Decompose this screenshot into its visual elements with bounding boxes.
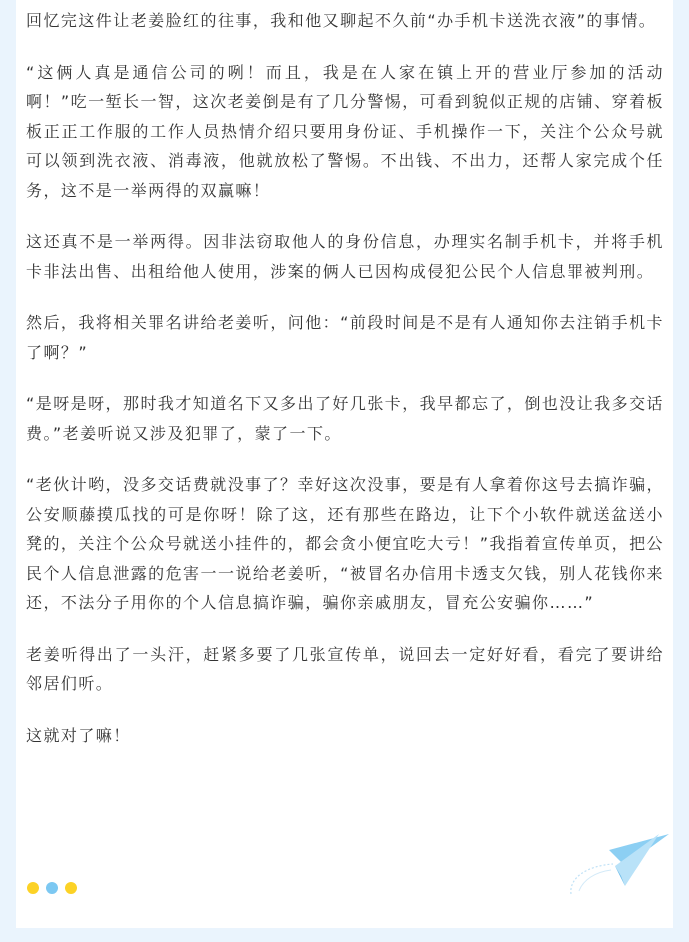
paragraph-2: “这俩人真是通信公司的咧！而且，我是在人家在镇上开的营业厅参加的活动啊！”吃一堑长一智，这次老姜倒是有了几分警惕，可看到貌似正规的店铺、穿着板板正正工作服的工作人员热情介绍只要用身份证、手机操作一下，关注个公众号就可以领到洗衣液、消毒液，他就放松了警惕。不出钱、不出力，还帮人家完成个任务，这不是一举两得的双赢嘛！: [26, 62, 664, 200]
paragraph-1: 回忆完这件让老姜脸红的往事，我和他又聊起不久前“办手机卡送洗衣液”的事情。: [26, 11, 657, 30]
dot-1: [27, 882, 39, 894]
dot-3: [65, 882, 77, 894]
article-card: [16, 0, 673, 928]
article-body: [26, 6, 664, 772]
dot-2: [46, 882, 58, 894]
paragraph-7: 老姜听得出了一头汗，赶紧多要了几张宣传单，说回去一定好好看，看完了要讲给邻居们听。: [26, 644, 664, 693]
paragraph-8: 这就对了嘛！: [26, 725, 131, 745]
decorative-dots: [27, 882, 77, 894]
paragraph-4: 然后，我将相关罪名讲给老姜听，问他：“前段时间是不是有人通知你去注销手机卡了啊？”: [26, 313, 664, 362]
paragraph-6: “老伙计哟，没多交话费就没事了？幸好这次没事，要是有人拿着你这号去搞诈骗，公安顺藤摸瓜找的可是你呀！除了这，还有那些在路边，让下个小软件就送盆送小凳的，关注个公众号就送小挂件的，都会贪小便宜吃大亏！”我指着宣传单页，把公民个人信息泄露的危害一一说给老姜听，“被冒名办信用卡透支欠钱，别人花钱你来还，不法分子用你的个人信息搞诈骗，骗你亲戚朋友，冒充公安骗你……”: [26, 475, 664, 612]
paragraph-3: 这还真不是一举两得。因非法窃取他人的身份信息，办理实名制手机卡，并将手机卡非法出售、出租给他人使用，涉案的俩人已因构成侵犯公民个人信息罪被判刑。: [26, 232, 664, 281]
paper-plane-icon: [561, 828, 671, 898]
paragraph-5: “是呀是呀，那时我才知道名下又多出了好几张卡，我早都忘了，倒也没让我多交话费。”老姜听说又涉及犯罪了，蒙了一下。: [26, 394, 664, 443]
